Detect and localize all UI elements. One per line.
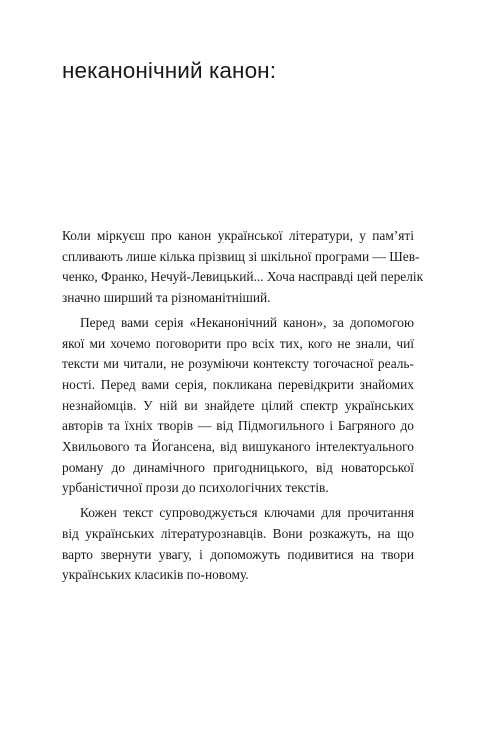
- text-line: урбаністичної прози до психологічних текстів.: [62, 480, 329, 496]
- text-line: авторів та їхніх творів — від Підмогильного і Багряного до: [62, 418, 414, 434]
- text-line: якої ми хочемо поговорити про всіх тих, кого не знали, чиї: [62, 335, 414, 351]
- text-line: ності. Перед вами серія, покликана перевідкрити знайомих: [62, 376, 414, 392]
- text-line: незнайомців. У ній ви знайдете цілий спектр українських: [62, 397, 414, 413]
- text-line: українських класиків по-новому.: [62, 567, 249, 583]
- text-line: роману до динамічного пригодницького, від новаторської: [62, 459, 414, 475]
- body-text: [62, 226, 424, 590]
- text-line: ченко, Франко, Нечуй-Левицький... Хоча насправді цей перелік: [62, 269, 424, 285]
- paragraph-series: [62, 313, 414, 499]
- text-line: від українських літературознавців. Вони розкажуть, на що: [62, 525, 414, 541]
- text-line: значно ширший та різноманітніший.: [62, 290, 271, 306]
- text-line: тексти ми читали, не розуміючи контексту тогочасної реаль-: [62, 356, 414, 372]
- paragraph-keys: [62, 503, 414, 586]
- text-line: варто звернути увагу, і допоможуть подивитися на твори: [62, 546, 414, 562]
- text-line: Хвильового та Йогансена, від вишуканого інтелектуального: [62, 439, 414, 455]
- page-heading: неканонічний канон:: [62, 58, 277, 83]
- text-line: Перед вами серія «Неканонічний канон», за допомогою: [80, 314, 414, 330]
- text-line: спливають лише кілька прізвищ зі шкільної програми — Шев-: [62, 248, 420, 264]
- text-line: Коли міркуєш про канон української літератури, у пам’яті: [62, 228, 414, 243]
- text-line: Кожен текст супроводжується ключами для прочитання: [80, 505, 414, 521]
- paragraph-intro: [62, 226, 424, 309]
